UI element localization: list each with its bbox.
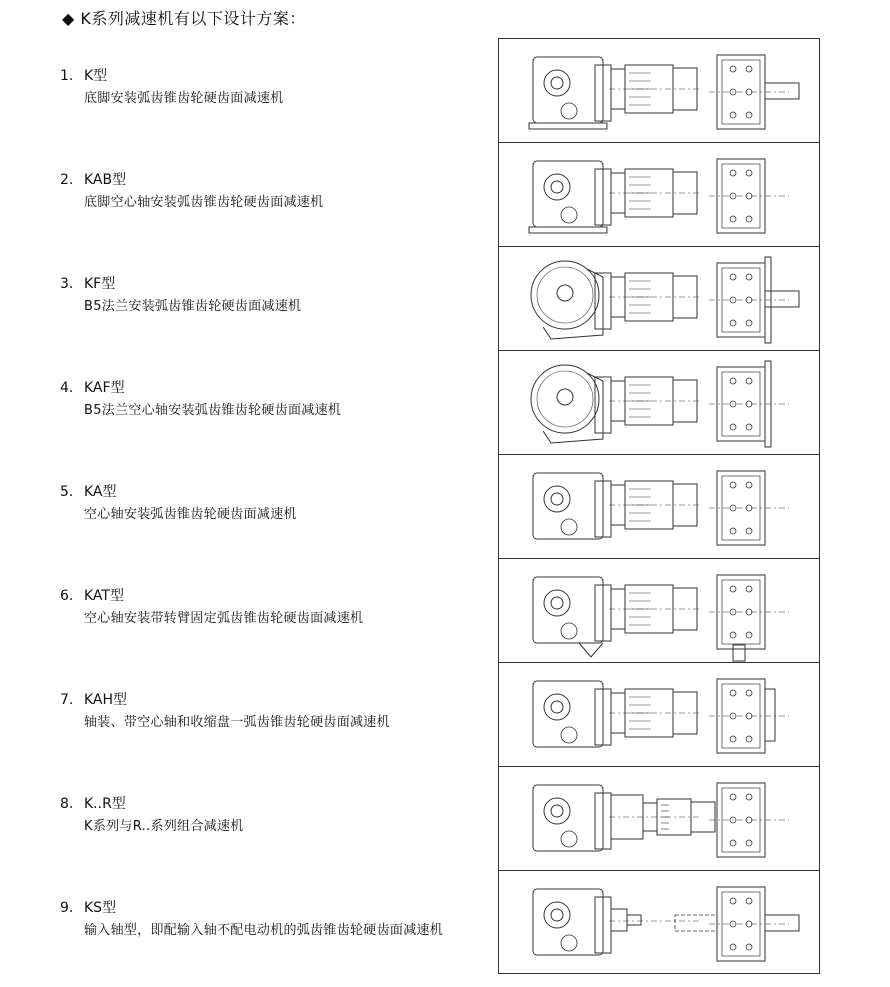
design-model: KAH型 (84, 692, 128, 708)
design-number: 1. (60, 68, 74, 84)
drawing-cell-kf (499, 247, 819, 351)
design-item-kr (60, 794, 480, 837)
drawing-cell-k (499, 39, 819, 143)
gear-reducer-drawing (499, 663, 819, 767)
gear-reducer-drawing (499, 559, 819, 663)
gear-reducer-drawing (499, 247, 819, 351)
design-description: 空心轴安装带转臂固定弧齿锥齿轮硬齿面减速机 (84, 611, 364, 626)
design-description: B5法兰安装弧齿锥齿轮硬齿面减速机 (84, 299, 302, 314)
design-description: B5法兰空心轴安装弧齿锥齿轮硬齿面减速机 (84, 403, 342, 418)
design-model: K型 (84, 68, 108, 84)
design-item-kab (60, 170, 480, 213)
design-number: 2. (60, 172, 74, 188)
drawing-cell-kat (499, 559, 819, 663)
design-model: KA型 (84, 484, 117, 500)
drawing-cell-kaf (499, 351, 819, 455)
gear-reducer-drawing (499, 871, 819, 975)
design-description: 空心轴安装弧齿锥齿轮硬齿面减速机 (84, 507, 297, 522)
design-description: 底脚安装弧齿锥齿轮硬齿面减速机 (84, 91, 284, 106)
gear-reducer-drawing (499, 143, 819, 247)
design-model: KAB型 (84, 172, 127, 188)
design-description: 底脚空心轴安装弧齿锥齿轮硬齿面减速机 (84, 195, 324, 210)
design-number: 8. (60, 796, 74, 812)
design-number: 6. (60, 588, 74, 604)
drawing-cell-kab (499, 143, 819, 247)
gear-reducer-drawing (499, 455, 819, 559)
gear-reducer-drawing (499, 351, 819, 455)
design-item-kaf (60, 378, 480, 421)
design-number: 9. (60, 900, 74, 916)
design-number: 7. (60, 692, 74, 708)
design-model: KAT型 (84, 588, 124, 604)
gear-reducer-drawing (499, 39, 819, 143)
drawing-cell-kah (499, 663, 819, 767)
design-model: KF型 (84, 276, 116, 292)
design-description: 轴装、带空心轴和收缩盘一弧齿锥齿轮硬齿面减速机 (84, 715, 390, 730)
design-number: 4. (60, 380, 74, 396)
design-item-kah (60, 690, 480, 733)
gear-reducer-drawing (499, 767, 819, 871)
design-item-kat (60, 586, 480, 629)
design-item-kf (60, 274, 480, 317)
design-model: K..R型 (84, 796, 126, 812)
design-model: KS型 (84, 900, 117, 916)
design-number: 3. (60, 276, 74, 292)
drawing-cell-kr (499, 767, 819, 871)
design-description: 输入轴型，即配输入轴不配电动机的弧齿锥齿轮硬齿面减速机 (84, 923, 444, 938)
design-item-ks (60, 898, 480, 941)
design-model: KAF型 (84, 380, 125, 396)
design-number: 5. (60, 484, 74, 500)
drawings-frame (498, 38, 820, 974)
page-heading: ◆ K系列减速机有以下设计方案： (62, 9, 306, 28)
drawing-cell-ks (499, 871, 819, 975)
design-item-ka (60, 482, 480, 525)
drawing-cell-ka (499, 455, 819, 559)
design-item-k (60, 66, 480, 109)
design-description: K系列与R..系列组合减速机 (84, 819, 244, 834)
